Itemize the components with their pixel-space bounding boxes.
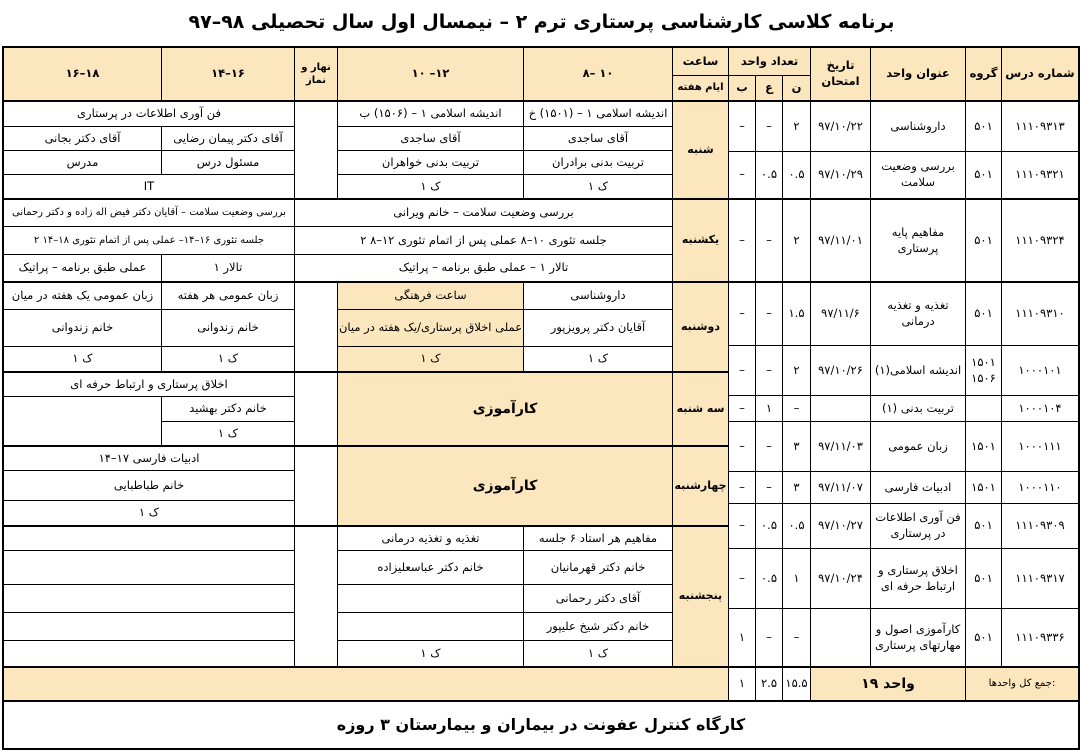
day-thursday: پنجشنبه xyxy=(672,525,728,666)
course-exam-date: ۹۷/۱۰/۲۷ xyxy=(810,503,870,548)
thu-lunch xyxy=(294,525,337,666)
course-unit-b: – xyxy=(728,421,755,471)
course-no: ۱۰۰۰۱۰۱ xyxy=(1001,345,1078,395)
mon-14-16-teacher: خانم زندوانی xyxy=(161,309,294,346)
course-group: ۱۵۰۱ xyxy=(965,471,1001,503)
mon-10-12-note: عملی اخلاق پرستاری/یک هفته در میان xyxy=(337,309,523,346)
course-exam-date: ۹۷/۱۱/۰۷ xyxy=(810,471,870,503)
total-unit-a: ۲.۵ xyxy=(755,666,782,700)
day-monday: دوشنبه xyxy=(672,281,728,371)
tue-internship: کارآموزی xyxy=(337,371,672,445)
header-10-12: ۱۰ –۱۲ xyxy=(337,48,523,100)
course-group: ۵۰۱ xyxy=(965,503,1001,548)
course-no: ۱۰۰۰۱۱۱ xyxy=(1001,421,1078,471)
header-unit-a: ع xyxy=(755,75,782,100)
header-course-title: عنوان واحد xyxy=(870,48,965,100)
wed-afternoon-room: ک ۱ xyxy=(4,500,294,525)
course-unit-a: – xyxy=(755,281,782,345)
course-exam-date: ۹۷/۱۱/۰۱ xyxy=(810,198,870,281)
course-title: فن آوری اطلاعات در پرستاری xyxy=(870,503,965,548)
course-group xyxy=(965,395,1001,421)
course-title: تغذیه و تغذیه درمانی xyxy=(870,281,965,345)
sun-afternoon-practice: عملی طبق برنامه – پراتیک xyxy=(4,254,161,281)
course-title: داروشناسی xyxy=(870,100,965,151)
header-weekdays: ایام هفته xyxy=(672,75,728,100)
course-unit-n: – xyxy=(782,608,810,666)
course-group: ۵۰۱ xyxy=(965,608,1001,666)
sat-10-12-teacher: آقای ساجدی xyxy=(337,126,523,150)
tue-afternoon-course: اخلاق پرستاری و ارتباط حرفه ای xyxy=(4,371,294,396)
course-unit-a: – xyxy=(755,198,782,281)
course-unit-b: – xyxy=(728,151,755,198)
course-unit-b: – xyxy=(728,281,755,345)
sat-8-10-room: ک ۱ xyxy=(523,174,672,198)
sat-8-10-course2: تربیت بدنی برادران xyxy=(523,150,672,174)
day-sunday: یکشنبه xyxy=(672,198,728,281)
mon-16-18-teacher: خانم زندوانی xyxy=(4,309,161,346)
course-unit-n: ۳ xyxy=(782,421,810,471)
course-title: کارآموزی اصول و مهارتهای پرستاری xyxy=(870,608,965,666)
total-unit-b: ۱ xyxy=(728,666,755,700)
course-unit-b: – xyxy=(728,548,755,608)
thu-10-12-empty1 xyxy=(337,584,523,612)
course-unit-b: ۱ xyxy=(728,608,755,666)
course-unit-n: ۱.۵ xyxy=(782,281,810,345)
schedule-table xyxy=(2,46,1080,750)
course-unit-n: ۲ xyxy=(782,198,810,281)
course-unit-a: – xyxy=(755,345,782,395)
wed-lunch xyxy=(294,445,337,525)
thu-afternoon-empty2 xyxy=(4,550,294,584)
sat-8-10-teacher: آقای ساجدی xyxy=(523,126,672,150)
course-no: ۱۰۰۰۱۱۰ xyxy=(1001,471,1078,503)
course-unit-b: – xyxy=(728,345,755,395)
thu-10-12-teacher: خانم دکتر عباسعلیزاده xyxy=(337,550,523,584)
course-no: ۱۱۱۰۹۳۲۴ xyxy=(1001,198,1078,281)
mon-8-10-teacher: آقایان دکتر پرویزپور xyxy=(523,309,672,346)
total-label: جمع کل واحدها: xyxy=(965,666,1078,700)
day-wednesday: چهارشنبه xyxy=(672,445,728,525)
sat-lunch xyxy=(294,100,337,198)
course-unit-a: – xyxy=(755,100,782,151)
course-group: ۵۰۱ xyxy=(965,151,1001,198)
course-title: ادبیات فارسی xyxy=(870,471,965,503)
thu-afternoon-empty5 xyxy=(4,640,294,666)
thu-8-10-room: ک ۱ xyxy=(523,640,672,666)
course-no: ۱۱۱۰۹۳۲۱ xyxy=(1001,151,1078,198)
course-group: ۵۰۱ xyxy=(965,548,1001,608)
sun-afternoon-course: بررسی وضعیت سلامت – آقایان دکتر فیض اله زاده و دکتر رحمانی xyxy=(4,198,294,226)
course-no: ۱۰۰۰۱۰۴ xyxy=(1001,395,1078,421)
course-group: ۵۰۱ xyxy=(965,198,1001,281)
course-unit-n: ۱ xyxy=(782,548,810,608)
sun-morning-schedule: ۲ جلسه تئوری ۱۰–۸ عملی پس از اتمام تئوری ۱۲–۸ xyxy=(294,226,672,254)
header-lunch: نهار و نماز xyxy=(294,48,337,100)
sat-afternoon-teacher1: آقای دکتر پیمان رضایی xyxy=(161,126,294,150)
mon-14-16-course: زبان عمومی هر هفته xyxy=(161,281,294,309)
sat-8-10-course: اندیشه اسلامی ۱ – (۱۵۰۱) خ xyxy=(523,100,672,126)
course-unit-a: ۰.۵ xyxy=(755,503,782,548)
course-group: ۵۰۱ xyxy=(965,281,1001,345)
wed-afternoon-course: ادبیات فارسی ۱۷–۱۴ xyxy=(4,445,294,470)
course-no: ۱۱۱۰۹۳۱۰ xyxy=(1001,281,1078,345)
thu-8-10-course: مفاهیم هر استاد ۶ جلسه xyxy=(523,525,672,550)
course-title: بررسی وضعیت سلامت xyxy=(870,151,965,198)
mon-8-10-room: ک ۱ xyxy=(523,346,672,371)
course-unit-n: ۲ xyxy=(782,100,810,151)
thu-8-10-teacher3: خانم دکتر شیخ علیپور xyxy=(523,612,672,640)
course-no: ۱۱۱۰۹۳۳۶ xyxy=(1001,608,1078,666)
total-units: ۱۹ واحد xyxy=(810,666,965,700)
sat-afternoon-role1: مسئول درس xyxy=(161,150,294,174)
header-units: تعداد واحد xyxy=(728,48,810,75)
thu-8-10-teacher1: خانم دکتر قهرمانیان xyxy=(523,550,672,584)
thu-afternoon-empty4 xyxy=(4,612,294,640)
mon-10-12-course: ساعت فرهنگی xyxy=(337,281,523,309)
course-unit-b: – xyxy=(728,471,755,503)
course-group: ۱۵۰۱ xyxy=(965,421,1001,471)
total-unit-n: ۱۵.۵ xyxy=(782,666,810,700)
header-14-16: ۱۴–۱۶ xyxy=(161,48,294,100)
day-saturday: شنبه xyxy=(672,100,728,198)
course-unit-n: ۲ xyxy=(782,345,810,395)
thu-10-12-room: ک ۱ xyxy=(337,640,523,666)
course-unit-a: ۱ xyxy=(755,395,782,421)
course-exam-date xyxy=(810,395,870,421)
header-hour: ساعت xyxy=(672,48,728,75)
course-exam-date: ۹۷/۱۰/۲۹ xyxy=(810,151,870,198)
course-title: مفاهیم پایه پرستاری xyxy=(870,198,965,281)
course-unit-a: – xyxy=(755,608,782,666)
course-exam-date xyxy=(810,608,870,666)
totals-filler xyxy=(4,666,728,700)
course-exam-date: ۹۷/۱۰/۲۶ xyxy=(810,345,870,395)
header-course-no: شماره درس xyxy=(1001,48,1078,100)
course-unit-a: ۰.۵ xyxy=(755,151,782,198)
tue-lunch xyxy=(294,371,337,445)
mon-14-16-room: ک ۱ xyxy=(161,346,294,371)
course-title: اندیشه اسلامی(۱) xyxy=(870,345,965,395)
sun-afternoon-room: تالار ۱ xyxy=(161,254,294,281)
header-exam-date: تاریخ امتحان xyxy=(810,48,870,100)
tue-afternoon-teacher: خانم دکتر بهشید xyxy=(161,396,294,421)
sun-morning-room: تالار ۱ – عملی طبق برنامه – پراتیک xyxy=(294,254,672,281)
course-title: اخلاق پرستاری و ارتباط حرفه ای xyxy=(870,548,965,608)
wed-internship: کارآموزی xyxy=(337,445,672,525)
thu-10-12-course: تغذیه و تغذیه درمانی xyxy=(337,525,523,550)
thu-afternoon-empty3 xyxy=(4,584,294,612)
footer-note: کارگاه کنترل عفونت در بیماران و بیمارستان ۳ روزه xyxy=(4,700,1078,748)
sat-afternoon-teacher2: آقای دکتر بجانی xyxy=(4,126,161,150)
tue-16-18-empty xyxy=(4,396,161,445)
course-unit-b: – xyxy=(728,395,755,421)
mon-10-12-room: ک ۱ xyxy=(337,346,523,371)
thu-8-10-teacher2: آقای دکتر رحمانی xyxy=(523,584,672,612)
thu-10-12-empty2 xyxy=(337,612,523,640)
course-exam-date: ۹۷/۱۰/۲۴ xyxy=(810,548,870,608)
course-group: ۱۵۰۱ ۱۵۰۶ xyxy=(965,345,1001,395)
header-group: گروه xyxy=(965,48,1001,100)
page-title: برنامه کلاسی کارشناسی پرستاری ترم ۲ – نیمسال اول سال تحصیلی ۹۸–۹۷ xyxy=(188,11,895,33)
course-exam-date: ۹۷/۱۱/۰۳ xyxy=(810,421,870,471)
sat-10-12-room: ک ۱ xyxy=(337,174,523,198)
course-unit-a: – xyxy=(755,421,782,471)
course-unit-b: – xyxy=(728,198,755,281)
course-title: زبان عمومی xyxy=(870,421,965,471)
course-unit-b: – xyxy=(728,503,755,548)
course-unit-n: – xyxy=(782,395,810,421)
mon-16-18-course: زبان عمومی یک هفته در میان xyxy=(4,281,161,309)
course-unit-n: ۰.۵ xyxy=(782,503,810,548)
sat-10-12-course: اندیشه اسلامی ۱ – (۱۵۰۶) ب xyxy=(337,100,523,126)
mon-16-18-room: ک ۱ xyxy=(4,346,161,371)
sun-morning-course: بررسی وضعیت سلامت – خانم ویرانی xyxy=(294,198,672,226)
course-no: ۱۱۱۰۹۳۱۷ xyxy=(1001,548,1078,608)
day-tuesday: سه شنبه xyxy=(672,371,728,445)
course-unit-n: ۰.۵ xyxy=(782,151,810,198)
sat-afternoon-role2: مدرس xyxy=(4,150,161,174)
header-unit-b: ب xyxy=(728,75,755,100)
course-title: تربیت بدنی (۱) xyxy=(870,395,965,421)
sat-afternoon-room: IT xyxy=(4,174,294,198)
course-unit-n: ۳ xyxy=(782,471,810,503)
header-unit-n: ن xyxy=(782,75,810,100)
sat-10-12-course2: تربیت بدنی خواهران xyxy=(337,150,523,174)
mon-8-10-course: داروشناسی xyxy=(523,281,672,309)
course-no: ۱۱۱۰۹۳۰۹ xyxy=(1001,503,1078,548)
course-exam-date: ۹۷/۱۱/۶ xyxy=(810,281,870,345)
sat-afternoon-course: فن آوری اطلاعات در پرستاری xyxy=(4,100,294,126)
sun-afternoon-schedule: ۲ جلسه تئوری ۱۶–۱۴– عملی پس از اتمام تئوری ۱۸–۱۴ xyxy=(4,226,294,254)
mon-lunch xyxy=(294,281,337,371)
course-exam-date: ۹۷/۱۰/۲۲ xyxy=(810,100,870,151)
header-16-18: ۱۶–۱۸ xyxy=(4,48,161,100)
tue-afternoon-room: ک ۱ xyxy=(161,421,294,445)
thu-afternoon-empty1 xyxy=(4,525,294,550)
course-unit-a: – xyxy=(755,471,782,503)
header-8-10: ۸– ۱۰ xyxy=(523,48,672,100)
wed-afternoon-teacher: خانم طباطبایی xyxy=(4,470,294,500)
course-no: ۱۱۱۰۹۳۱۳ xyxy=(1001,100,1078,151)
course-unit-b: – xyxy=(728,100,755,151)
course-group: ۵۰۱ xyxy=(965,100,1001,151)
course-unit-a: ۰.۵ xyxy=(755,548,782,608)
